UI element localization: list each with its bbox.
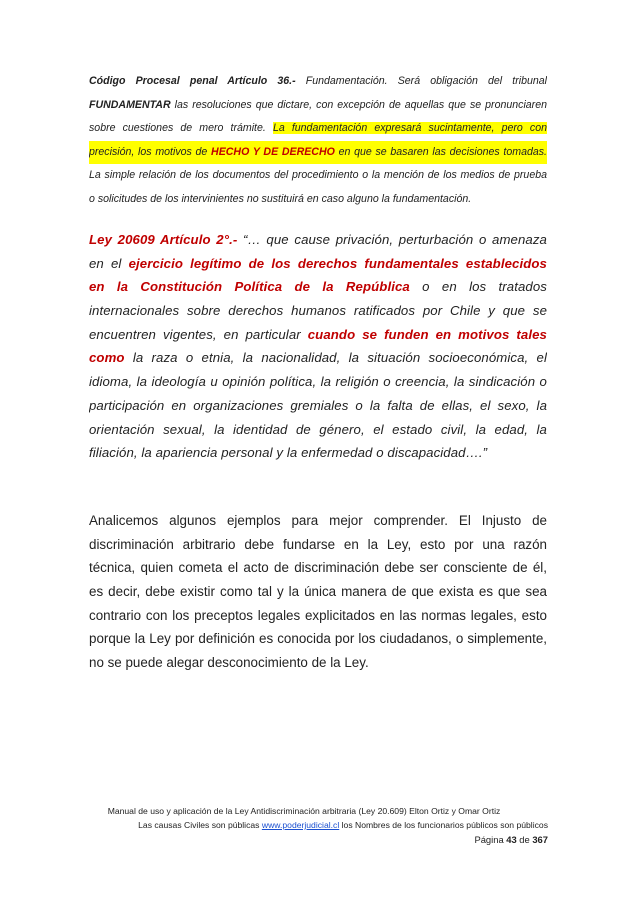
footer-text: Las causas Civiles son públicas (138, 820, 262, 830)
article-heading: Ley 20609 Artículo 2°.- (89, 232, 238, 247)
text-span: la raza o etnia, la nacionalidad, la situación socioeconómica, el (124, 350, 547, 366)
text-span: las resoluciones que dictare, con excepción de aquellas que se pronunciaren (170, 98, 547, 111)
paragraph-line: es decir, debe existir como tal y la única manera de que exista es que sea (89, 584, 547, 600)
paragraph-line (89, 94, 547, 118)
highlighted-text: precisión, los motivos de (89, 145, 212, 158)
text-span: sobre cuestiones de mero trámite. (89, 122, 273, 135)
paragraph-line: porque la Ley por definición es conocida por los ciudadanos, o simplemente, (89, 631, 547, 647)
ley-20609-article-2-paragraph (89, 228, 547, 465)
text-span: o en los tratados (409, 279, 547, 295)
paragraph-line (89, 141, 547, 165)
emphasis-red-text: como (89, 350, 125, 366)
paragraph-line: internacionales sobre derechos humanos ratificados por Chile y que se (89, 303, 547, 319)
footer-notice (60, 818, 548, 832)
paragraph-line: Analicemos algunos ejemplos para mejor comprender. El Injusto de (89, 513, 547, 528)
text-span: “… que cause privación, perturbación o amenaza (237, 232, 547, 247)
current-page: 43 (506, 834, 517, 845)
cpp-article-36-paragraph (89, 70, 547, 212)
paragraph-line: contrario con los preceptos legales explicitados en las normas legales, esto (89, 607, 547, 623)
footer-title: Manual de uso y aplicación de la Ley Antidiscriminación arbitraria (Ley 20.609) Elton Ortiz y Omar Ortiz (107, 806, 501, 816)
emphasis-red-text: ejercicio legítimo de los derechos fundamentales establecidos (128, 255, 547, 271)
page-footer (60, 804, 548, 848)
text-span: Fundamentación. Será obligación del tribunal (295, 75, 547, 87)
total-pages: 367 (532, 834, 548, 845)
emphasis-red-text: en la Constitución Política de la República (89, 279, 410, 295)
page-label: Página (474, 834, 507, 845)
paragraph-line: participación en organizaciones gremiales o la falta de ellas, el sexo, la (89, 397, 547, 413)
article-heading: Código Procesal penal Artículo 36.- (89, 75, 296, 87)
page-of: de (516, 834, 533, 845)
emphasis-text: FUNDAMENTAR (89, 98, 171, 111)
highlighted-text: La fundamentación expresará sucintamente, pero con (272, 122, 547, 135)
paragraph-line: La simple relación de los documentos del procedimiento o la mención de los medios de prueba (89, 169, 547, 182)
paragraph-line (89, 323, 547, 347)
emphasis-red-text: HECHO Y DE DERECHO (211, 145, 335, 158)
paragraph-line (89, 117, 547, 141)
text-span: encuentren vigentes, en particular (89, 326, 308, 342)
analysis-paragraph (89, 509, 547, 675)
paragraph-line: no se puede alegar desconocimiento de la Ley. (89, 655, 369, 671)
paragraph-line (89, 228, 547, 252)
paragraph-line (89, 70, 547, 94)
paragraph-line: o solicitudes de los intervinientes no sustituirá en caso alguno la fundamentación. (89, 192, 472, 205)
paragraph-line (89, 275, 547, 299)
page-number (60, 832, 548, 848)
emphasis-red-text: cuando se funden en motivos tales (307, 326, 547, 342)
text-span: en el (89, 255, 129, 271)
paragraph-line (89, 252, 547, 276)
paragraph-line: técnica, quien cometa el acto de discriminación debe ser consciente de él, (89, 560, 547, 576)
paragraph-line: discriminación arbitrario debe fundarse en la Ley, esto por una razón (89, 536, 547, 552)
paragraph-line: filiación, la apariencia personal y la enfermedad o discapacidad….” (89, 445, 488, 461)
poderjudicial-link[interactable]: www.poderjudicial.cl (261, 820, 340, 830)
paragraph-line: idioma, la ideología u opinión política, la religión o creencia, la sindicación o (89, 374, 547, 390)
paragraph-line: orientación sexual, la identidad de género, el estado civil, la edad, la (89, 421, 547, 437)
footer-text: los Nombres de los funcionarios públicos son públicos (339, 820, 548, 830)
highlighted-text: en que se basaren las decisiones tomadas. (334, 145, 547, 158)
paragraph-line (89, 346, 547, 370)
